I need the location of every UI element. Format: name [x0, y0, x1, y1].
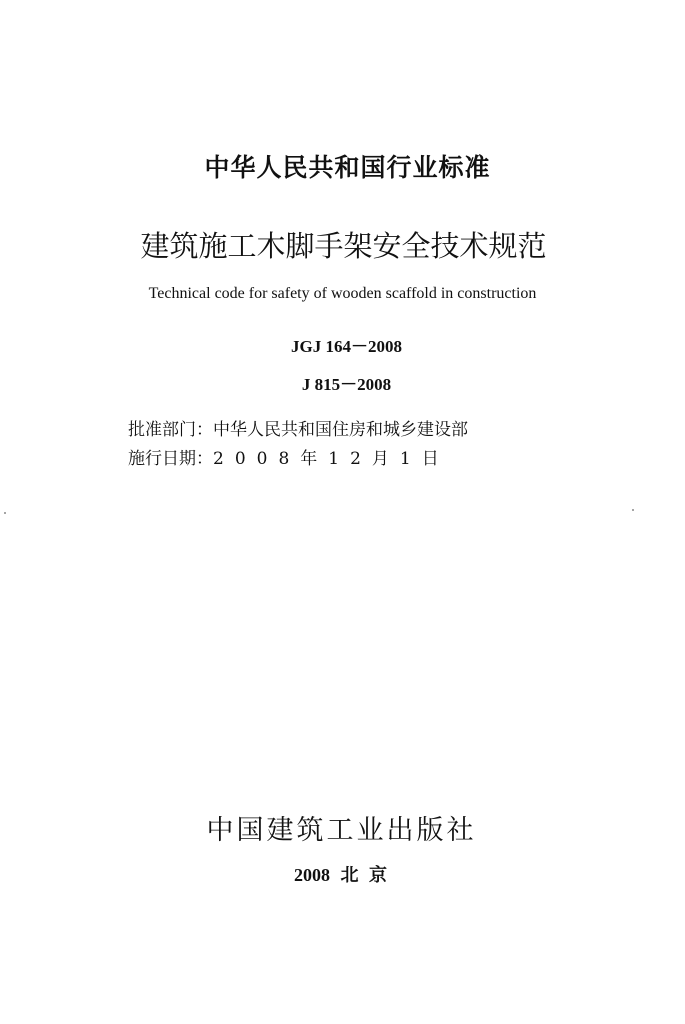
scan-speck: [4, 512, 6, 514]
effective-date-value: 2008年12月1日: [213, 449, 450, 469]
scan-speck: [632, 509, 634, 511]
title-chinese: 建筑施工木脚手架安全技术规范: [140, 229, 547, 263]
effective-date-label: 施行日期：: [128, 449, 213, 469]
approval-line: [128, 415, 468, 440]
publisher: 中国建筑工业出版社: [206, 815, 477, 846]
publication-place-date: 2008 北 京: [294, 865, 387, 885]
effective-date-line: [128, 444, 450, 469]
title-english: Technical code for safety of wooden scaffold in construction: [148, 285, 537, 302]
approval-label: 批准部门：: [128, 420, 213, 440]
standard-code-j: J 815－2008: [301, 375, 392, 394]
standard-code-jgj: JGJ 164－2008: [291, 337, 402, 356]
approval-value: 中华人民共和国住房和城乡建设部: [213, 420, 468, 440]
standard-type: 中华人民共和国行业标准: [204, 153, 491, 182]
